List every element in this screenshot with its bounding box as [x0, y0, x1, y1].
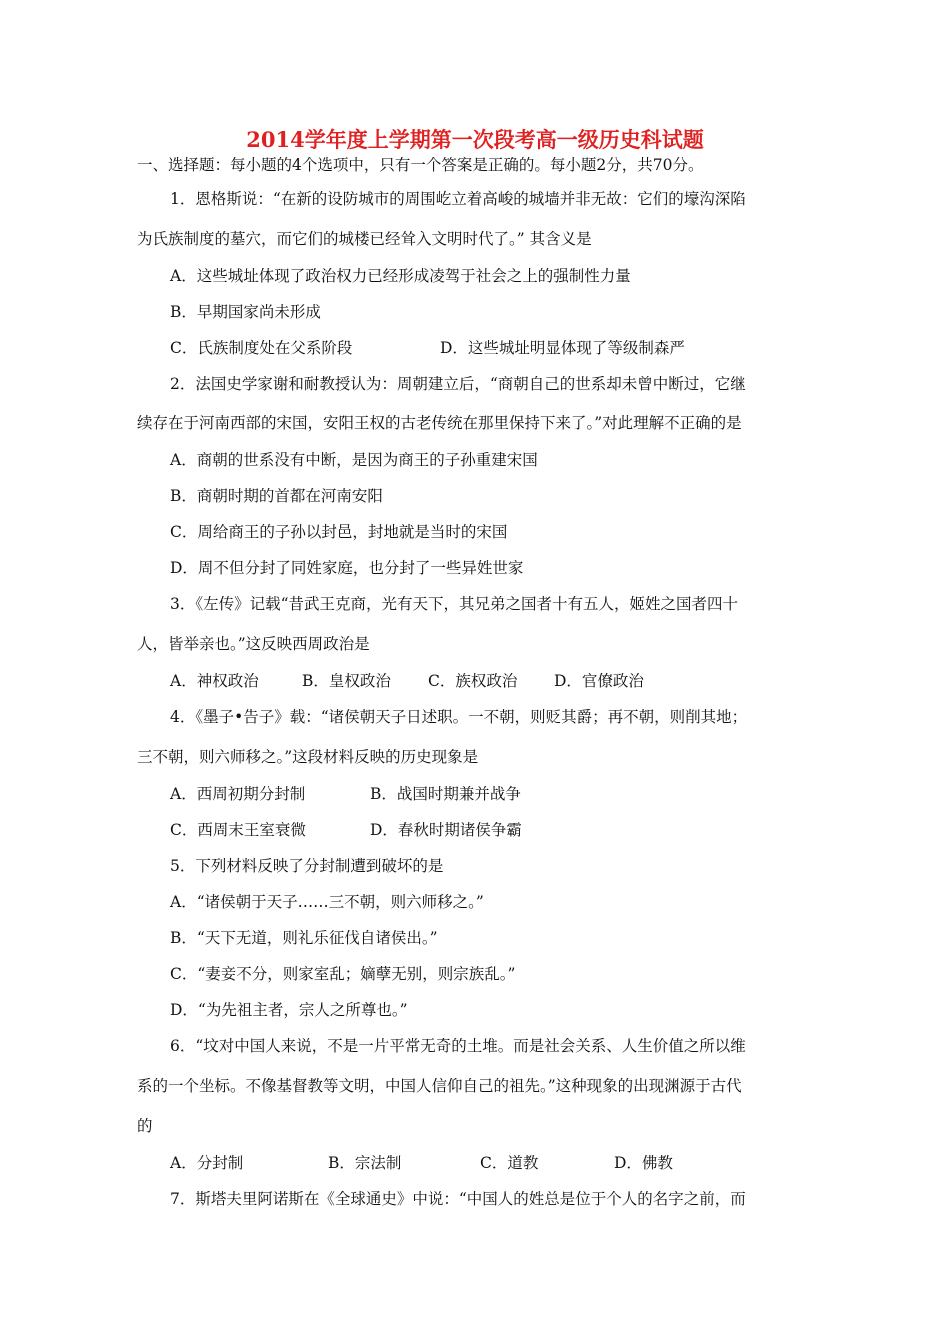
- q3-option-c: C．族权政治: [428, 672, 518, 690]
- q4-stem-line2: 三不朝，则六师移之。”这段材料反映的历史现象是: [137, 748, 479, 766]
- q5-option-a: A．“诸侯朝于天子……三不朝，则六师移之。”: [170, 893, 484, 911]
- q4-option-a: A．西周初期分封制: [170, 785, 306, 803]
- q4-option-b: B．战国时期兼并战争: [370, 785, 521, 803]
- q2-stem-line2: 续存在于河南西部的宋国，安阳王权的古老传统在那里保持下来了。”对此理解不正确的是: [137, 414, 742, 432]
- exam-title: 2014学年度上学期第一次段考高一级历史科试题: [246, 127, 704, 152]
- q6-stem-line3: 的: [137, 1117, 153, 1135]
- q4-option-d: D．春秋时期诸侯争霸: [370, 821, 522, 839]
- q6-option-c: C．道教: [480, 1154, 539, 1172]
- q3-option-d: D．官僚政治: [554, 672, 644, 690]
- q6-stem-line1: 6．“坟对中国人来说，不是一片平常无奇的土堆。而是社会关系、人生价值之所以维: [170, 1037, 746, 1055]
- q5-stem: 5．下列材料反映了分封制遭到破坏的是: [170, 857, 444, 875]
- q6-stem-line2: 系的一个坐标。不像基督教等文明，中国人信仰自己的祖先。”这种现象的出现渊源于古代: [137, 1077, 742, 1095]
- section-header: 一、选择题：每小题的4个选项中，只有一个答案是正确的。每小题2分，共70分。: [137, 156, 704, 174]
- q3-stem-line1: 3．《左传》记载“昔武王克商，光有天下，其兄弟之国者十有五人，姬姓之国者四十: [170, 595, 739, 613]
- q2-option-d: D．周不但分封了同姓家庭，也分封了一些异姓世家: [170, 559, 524, 577]
- q6-option-b: B．宗法制: [328, 1154, 402, 1172]
- q7-stem-line1: 7．斯塔夫里阿诺斯在《全球通史》中说：“中国人的姓总是位于个人的名字之前，而: [170, 1190, 746, 1208]
- q1-option-c: C．氏族制度处在父系阶段: [170, 339, 353, 357]
- q2-option-a: A．商朝的世系没有中断，是因为商王的子孙重建宋国: [170, 451, 538, 469]
- q4-option-c: C．西周末王室衰微: [170, 821, 306, 839]
- q6-option-a: A．分封制: [170, 1154, 244, 1172]
- q2-option-c: C．周给商王的子孙以封邑，封地就是当时的宋国: [170, 523, 508, 541]
- q5-option-b: B．“天下无道，则礼乐征伐自诸侯出。”: [170, 929, 438, 947]
- q1-stem-line1: 1．恩格斯说：“在新的设防城市的周围屹立着高峻的城墙并非无故：它们的壕沟深陷: [170, 190, 746, 208]
- q3-stem-line2: 人，皆举亲也。”这反映西周政治是: [137, 635, 370, 653]
- q6-option-d: D．佛教: [614, 1154, 673, 1172]
- q5-option-d: D．“为先祖主者，宗人之所尊也。”: [170, 1001, 408, 1019]
- q3-option-a: A．神权政治: [170, 672, 259, 690]
- q1-option-a: A．这些城址体现了政治权力已经形成凌驾于社会之上的强制性力量: [170, 267, 631, 285]
- q1-option-d: D．这些城址明显体现了等级制森严: [440, 339, 685, 357]
- q3-option-b: B．皇权政治: [302, 672, 391, 690]
- q1-option-b: B．早期国家尚未形成: [170, 303, 321, 321]
- q4-stem-line1: 4．《墨子•告子》载：“诸侯朝天子日述职。一不朝，则贬其爵；再不朝，则削其地；: [170, 708, 748, 726]
- q1-stem-line2: 为氏族制度的墓穴，而它们的城楼已经耸入文明时代了。” 其含义是: [137, 230, 592, 248]
- q2-stem-line1: 2．法国史学家谢和耐教授认为：周朝建立后，“商朝自己的世系却未曾中断过，它继: [170, 375, 746, 393]
- q5-option-c: C．“妻妾不分，则家室乱；嫡孽无别，则宗族乱。”: [170, 965, 516, 983]
- q2-option-b: B．商朝时期的首都在河南安阳: [170, 487, 383, 505]
